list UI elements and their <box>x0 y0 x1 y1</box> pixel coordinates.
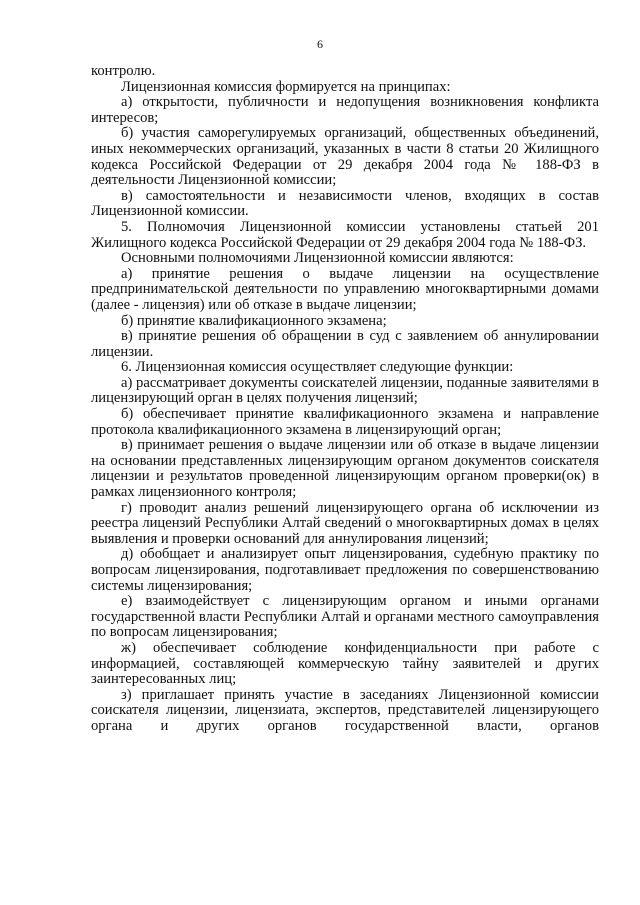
page-number: 6 <box>317 37 323 51</box>
paragraph: Основными полномочиями Лицензионной комиссии являются: <box>121 250 514 267</box>
paragraph: 6. Лицензионная комиссия осуществляет следующие функции: <box>121 359 514 376</box>
paragraph: г) проводит анализ решений лицензирующего органа об исключении из реестра лицензий Республики Алтай сведений о многоквартирных домах в целях выявления и проверки оснований для аннулирования лицензий; <box>91 499 599 547</box>
paragraph: ж) обеспечивает соблюдение конфиденциальности при работе с информацией, составляющей коммерческую тайну заявителей и других заинтересованных лиц; <box>91 639 599 688</box>
paragraph: з) приглашает принять участие в заседаниях Лицензионной комиссии соискателя лицензии, лицензиата, экспертов, представителей лицензирующего органа и других органов государственной власти, органов <box>91 686 599 734</box>
paragraph: д) обобщает и анализирует опыт лицензирования, судебную практику по вопросам лицензирования, подготавливает предложения по совершенствованию системы лицензирования; <box>91 546 599 594</box>
paragraph: в) принятие решения об обращении в суд с заявлением об аннулировании лицензии. <box>91 328 599 360</box>
paragraph: а) принятие решения о выдаче лицензии на осуществление предпринимательской деятельности по управлению многоквартирными домами (далее - лицензия) или об отказе в выдаче лицензии; <box>91 265 599 313</box>
paragraph: е) взаимодействует с лицензирующим органом и иными органами государственной власти Республики Алтай и органами местного самоуправления по вопросам лицензирования; <box>91 593 599 641</box>
paragraph: а) открытости, публичности и недопущения возникновения конфликта интересов; <box>91 94 599 126</box>
paragraph: контролю. <box>91 63 156 79</box>
paragraph: а) рассматривает документы соискателей лицензии, поданные заявителями в лицензирующий орган в целях получения лицензий; <box>91 374 599 407</box>
paragraph: б) принятие квалификационного экзамена; <box>121 312 387 329</box>
paragraph: 5. Полномочия Лицензионной комиссии установлены статьей 201 Жилищного кодекса Российской Федерации от 29 декабря 2004 года № 188-ФЗ. <box>91 218 599 251</box>
paragraph: б) обеспечивает принятие квалификационного экзамена и направление протокола квалификационного экзамена в лицензирующий орган; <box>91 406 599 438</box>
paragraph: Лицензионная комиссия формируется на принципах: <box>121 78 451 95</box>
document-body <box>91 64 599 735</box>
paragraph: в) принимает решения о выдаче лицензии или об отказе в выдаче лицензии на основании представленных лицензирующим органом документов соискателя лицензии и результатов проведенной лицензирующим органом проверки(ок) в рамках лицензионного контроля; <box>91 437 599 501</box>
paragraph: в) самостоятельности и независимости членов, входящих в состав Лицензионной комиссии. <box>91 187 599 220</box>
paragraph: б) участия саморегулируемых организаций, общественных объединений, иных некоммерческих организаций, указанных в части 8 статьи 20 Жилищного кодекса Российской Федерации от 29 декабря 2004 года № 188-ФЗ в деятельности Лицензионной комиссии; <box>91 125 599 189</box>
